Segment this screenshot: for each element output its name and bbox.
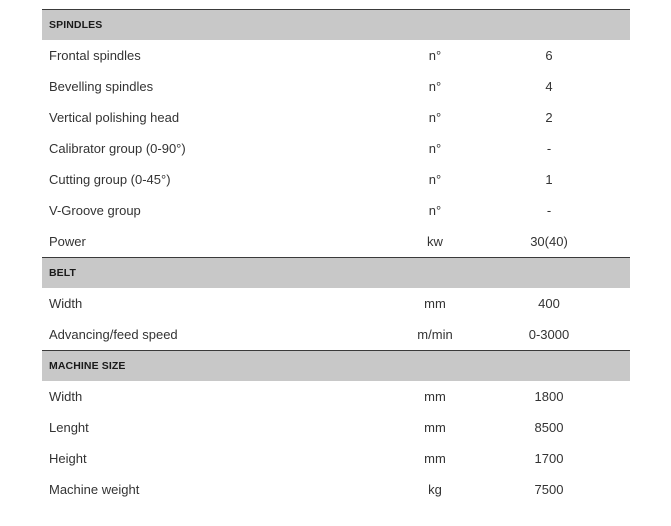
table-row xyxy=(42,40,630,71)
row-label: Height xyxy=(49,451,87,466)
row-label: Bevelling spindles xyxy=(49,79,154,94)
spec-table xyxy=(42,9,630,505)
row-value: - xyxy=(546,141,552,156)
row-unit: n° xyxy=(428,79,442,94)
row-label: V-Groove group xyxy=(49,203,141,218)
table-row xyxy=(42,195,630,226)
table-row xyxy=(42,319,630,350)
row-value: 30(40) xyxy=(530,234,568,249)
row-label: Advancing/feed speed xyxy=(49,327,178,342)
section-header-spindles xyxy=(42,9,630,40)
row-unit: n° xyxy=(428,110,442,125)
table-row xyxy=(42,71,630,102)
section-title: MACHINE SIZE xyxy=(49,360,126,372)
table-row xyxy=(42,288,630,319)
table-row xyxy=(42,164,630,195)
row-label: Width xyxy=(49,296,83,311)
row-label: Cutting group (0-45°) xyxy=(49,172,171,187)
row-value: 6 xyxy=(545,48,553,63)
table-row xyxy=(42,443,630,474)
table-row xyxy=(42,381,630,412)
row-label: Power xyxy=(49,234,86,249)
row-unit: n° xyxy=(428,172,442,187)
row-value: 1 xyxy=(545,172,553,187)
row-value: 1700 xyxy=(534,451,564,466)
row-value: 2 xyxy=(545,110,553,125)
row-label: Frontal spindles xyxy=(49,48,141,63)
table-row xyxy=(42,102,630,133)
section-header-belt xyxy=(42,257,630,288)
table-row xyxy=(42,474,630,505)
table-row xyxy=(42,226,630,257)
table-row xyxy=(42,133,630,164)
row-label: Lenght xyxy=(49,420,89,435)
row-unit: mm xyxy=(424,296,446,311)
row-unit: n° xyxy=(428,203,442,218)
section-header-machine-size xyxy=(42,350,630,381)
row-value: 8500 xyxy=(534,420,564,435)
row-unit: kw xyxy=(427,234,443,249)
row-unit: n° xyxy=(428,48,442,63)
row-value: 400 xyxy=(538,296,560,311)
row-value: 1800 xyxy=(534,389,564,404)
row-unit: mm xyxy=(424,389,446,404)
row-label: Machine weight xyxy=(49,482,140,497)
row-label: Width xyxy=(49,389,83,404)
row-unit: kg xyxy=(428,482,442,497)
row-value: 4 xyxy=(545,79,553,94)
table-row xyxy=(42,412,630,443)
row-label: Vertical polishing head xyxy=(49,110,180,125)
row-label: Calibrator group (0-90°) xyxy=(49,141,186,156)
row-unit: n° xyxy=(428,141,442,156)
section-title: SPINDLES xyxy=(49,19,103,31)
row-unit: mm xyxy=(424,420,446,435)
row-unit: m/min xyxy=(417,327,453,342)
row-unit: mm xyxy=(424,451,446,466)
section-title: BELT xyxy=(49,267,77,279)
row-value: 7500 xyxy=(534,482,564,497)
row-value: 0-3000 xyxy=(528,327,570,342)
row-value: - xyxy=(546,203,552,218)
